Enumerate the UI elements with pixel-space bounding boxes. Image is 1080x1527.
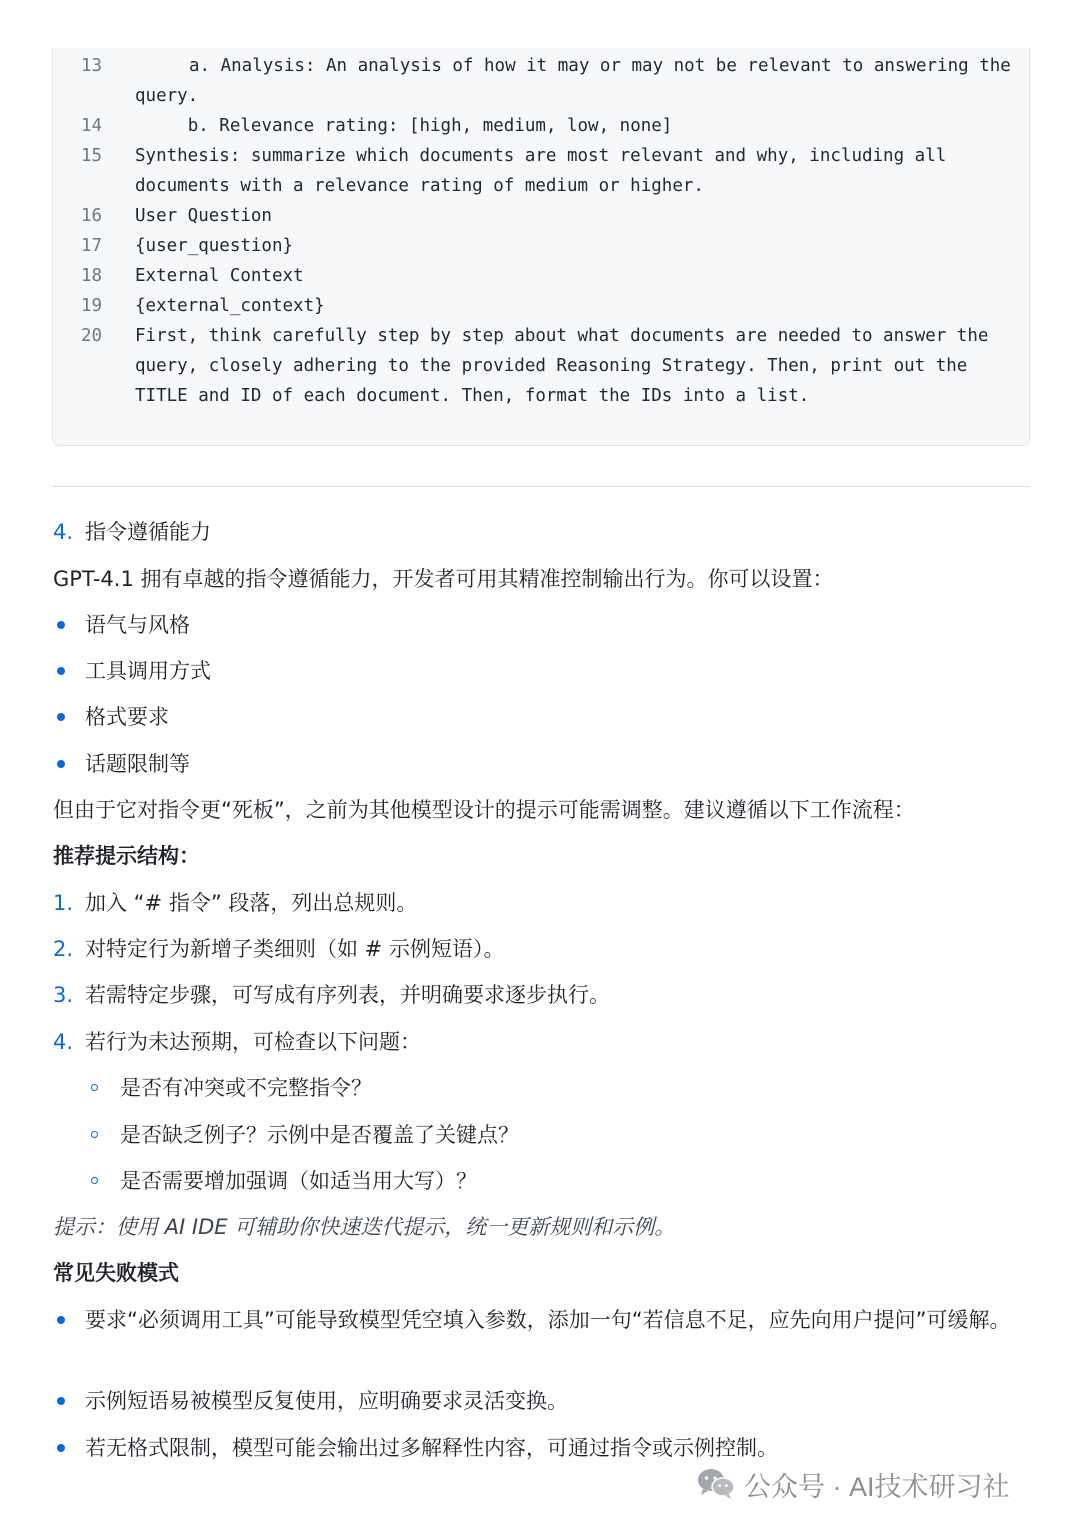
structure-heading: 推荐提示结构： <box>53 844 200 868</box>
code-text: First, think carefully step by step about what documents are needed to answer the query, closely adhering to the provided Reasoning Strategy. Then, print out the TITLE and ID of each document. Then, format the IDs into a list. <box>135 326 989 406</box>
step-number: 1. <box>53 891 74 915</box>
list-item: 格式要求 <box>85 705 169 729</box>
step-number: 3. <box>53 983 74 1007</box>
line-number: 17 <box>81 236 103 256</box>
circle-bullet-icon <box>91 1084 98 1091</box>
step-text: 若需特定步骤，可写成有序列表，并明确要求逐步执行。 <box>85 983 610 1007</box>
sub-list-item: 是否有冲突或不完整指令？ <box>120 1076 372 1100</box>
list-item: 工具调用方式 <box>85 659 211 683</box>
section-number: 4. <box>53 520 74 544</box>
step-number: 4. <box>53 1030 74 1054</box>
line-number: 16 <box>81 206 103 226</box>
step-text: 若行为未达预期，可检查以下问题： <box>85 1030 421 1054</box>
bullet-icon <box>57 760 65 768</box>
bullet-icon <box>57 1444 65 1452</box>
code-text: {external_context} <box>135 296 325 316</box>
line-number: 20 <box>81 326 103 346</box>
failure-item: 要求“必须调用工具”可能导致模型凭空填入参数，添加一句“若信息不足，应先向用户提问”可缓解。 <box>85 1308 1011 1332</box>
code-text: Synthesis: summarize which documents are most relevant and why, including all documents with a relevance rating of medium or higher. <box>135 146 947 196</box>
list-item: 语气与风格 <box>85 613 190 637</box>
line-number: 19 <box>81 296 103 316</box>
bullet-icon <box>57 1316 65 1324</box>
circle-bullet-icon <box>91 1177 98 1184</box>
code-text: External Context <box>135 266 304 286</box>
failure-heading: 常见失败模式 <box>53 1261 179 1285</box>
section-title: 指令遵循能力 <box>85 520 211 544</box>
code-text: a. Analysis: An analysis of how it may or may not be relevant to answering the query. <box>135 56 1011 106</box>
code-text: {user_question} <box>135 236 294 256</box>
code-text: User Question <box>135 206 272 226</box>
watermark-text: 公众号 · AI技术研习社 <box>744 1471 1010 1502</box>
step-text: 对特定行为新增子类细则（如 # 示例短语）。 <box>85 937 505 961</box>
bullet-icon <box>57 667 65 675</box>
code-text: b. Relevance rating: [high, medium, low, none] <box>135 116 673 136</box>
circle-bullet-icon <box>91 1131 98 1138</box>
tip-text: 提示：使用 AI IDE 可辅助你快速迭代提示，统一更新规则和示例。 <box>53 1215 676 1239</box>
line-number: 13 <box>81 56 103 76</box>
bullet-icon <box>57 1397 65 1405</box>
watermark <box>696 1462 1010 1506</box>
sub-list-item: 是否需要增加强调（如适当用大写）？ <box>120 1169 477 1193</box>
failure-item: 示例短语易被模型反复使用，应明确要求灵活变换。 <box>85 1389 568 1413</box>
bullet-icon <box>57 713 65 721</box>
intro-paragraph: GPT-4.1 拥有卓越的指令遵循能力，开发者可用其精准控制输出行为。你可以设置： <box>53 567 834 591</box>
code-block <box>52 48 1030 446</box>
bullet-icon <box>57 621 65 629</box>
line-number: 15 <box>81 146 103 166</box>
wechat-icon <box>696 1466 736 1502</box>
step-text: 加入 “# 指令” 段落，列出总规则。 <box>85 891 418 915</box>
failure-item: 若无格式限制，模型可能会输出过多解释性内容，可通过指令或示例控制。 <box>85 1436 778 1460</box>
line-number: 18 <box>81 266 103 286</box>
caveat-paragraph: 但由于它对指令更“死板”，之前为其他模型设计的提示可能需调整。建议遵循以下工作流程： <box>53 798 915 822</box>
list-item: 话题限制等 <box>85 752 190 776</box>
divider <box>52 486 1030 487</box>
sub-list-item: 是否缺乏例子？示例中是否覆盖了关键点？ <box>120 1123 519 1147</box>
line-number: 14 <box>81 116 103 136</box>
step-number: 2. <box>53 937 74 961</box>
